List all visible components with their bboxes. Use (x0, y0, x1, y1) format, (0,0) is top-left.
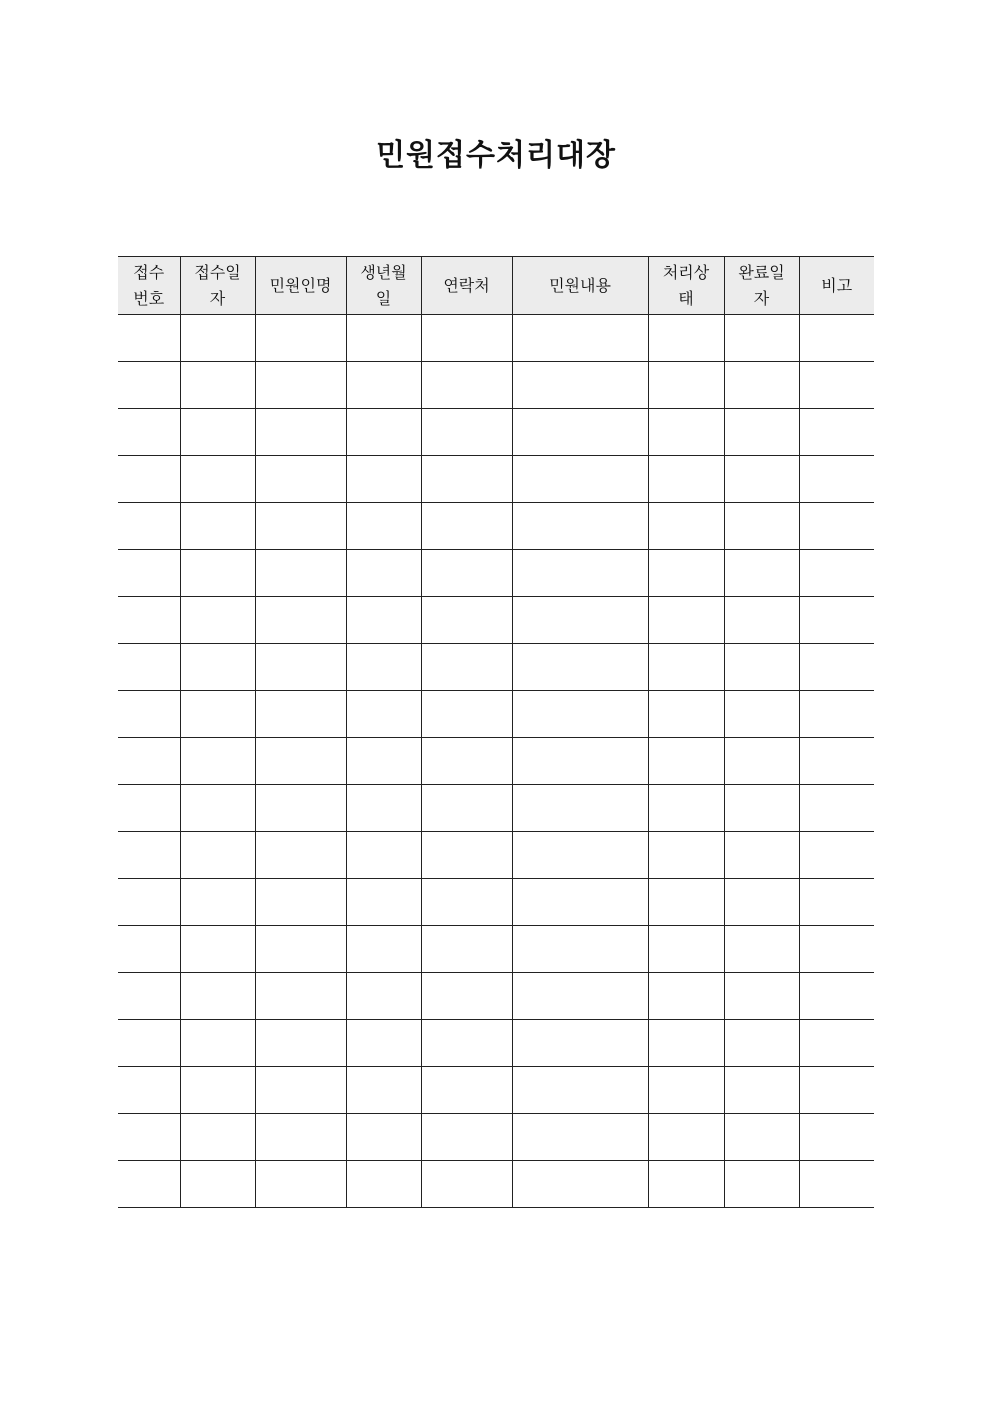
table-cell-content (512, 832, 648, 879)
table-cell-applicant (255, 1067, 346, 1114)
table-cell-applicant (255, 456, 346, 503)
table-cell-contact (421, 691, 512, 738)
table-cell-receipt-date (180, 738, 255, 785)
table-cell-applicant (255, 362, 346, 409)
table-cell-contact (421, 832, 512, 879)
table-cell-content (512, 597, 648, 644)
table-cell-remarks (799, 550, 874, 597)
table-row (118, 409, 874, 456)
table-cell-content (512, 550, 648, 597)
table-cell-birth-date (346, 1114, 421, 1161)
table-cell-contact (421, 503, 512, 550)
table-cell-receipt-date (180, 550, 255, 597)
header-status: 처리상 태 (648, 257, 724, 315)
table-cell-content (512, 362, 648, 409)
table-cell-remarks (799, 456, 874, 503)
table-row (118, 879, 874, 926)
table-cell-applicant (255, 644, 346, 691)
table-cell-status (648, 644, 724, 691)
table-row (118, 691, 874, 738)
table-cell-contact (421, 456, 512, 503)
table-cell-receipt-no (118, 738, 180, 785)
table-cell-applicant (255, 785, 346, 832)
table-cell-contact (421, 879, 512, 926)
table-cell-birth-date (346, 879, 421, 926)
table-cell-complete-date (724, 926, 799, 973)
header-receipt-date: 접수일 자 (180, 257, 255, 315)
table-cell-complete-date (724, 1114, 799, 1161)
table-cell-receipt-no (118, 832, 180, 879)
complaint-ledger-table (118, 256, 874, 1208)
table-cell-status (648, 738, 724, 785)
table-cell-remarks (799, 362, 874, 409)
table-cell-status (648, 409, 724, 456)
table-cell-birth-date (346, 738, 421, 785)
table-cell-receipt-date (180, 879, 255, 926)
table-cell-receipt-no (118, 926, 180, 973)
table-cell-complete-date (724, 1161, 799, 1208)
table-row (118, 832, 874, 879)
table-cell-content (512, 926, 648, 973)
table-row (118, 1114, 874, 1161)
table-cell-status (648, 550, 724, 597)
table-cell-content (512, 644, 648, 691)
table-cell-content (512, 456, 648, 503)
table-cell-birth-date (346, 973, 421, 1020)
table-cell-receipt-date (180, 1114, 255, 1161)
table-cell-receipt-date (180, 597, 255, 644)
table-cell-remarks (799, 1020, 874, 1067)
table-cell-contact (421, 926, 512, 973)
table-cell-receipt-no (118, 503, 180, 550)
table-cell-contact (421, 362, 512, 409)
table-cell-applicant (255, 691, 346, 738)
table-cell-birth-date (346, 691, 421, 738)
table-cell-complete-date (724, 832, 799, 879)
table-cell-content (512, 1067, 648, 1114)
table-cell-applicant (255, 1161, 346, 1208)
table-cell-status (648, 597, 724, 644)
table-row (118, 315, 874, 362)
table-cell-birth-date (346, 832, 421, 879)
table-cell-content (512, 879, 648, 926)
table-row (118, 644, 874, 691)
table-cell-applicant (255, 315, 346, 362)
table-cell-birth-date (346, 1161, 421, 1208)
table-cell-applicant (255, 973, 346, 1020)
table-cell-complete-date (724, 456, 799, 503)
table-cell-content (512, 691, 648, 738)
table-cell-status (648, 456, 724, 503)
table-cell-remarks (799, 832, 874, 879)
table-cell-receipt-date (180, 973, 255, 1020)
table-cell-remarks (799, 879, 874, 926)
table-cell-receipt-no (118, 315, 180, 362)
table-cell-content (512, 1114, 648, 1161)
table-row (118, 1067, 874, 1114)
table-cell-status (648, 785, 724, 832)
table-cell-receipt-date (180, 456, 255, 503)
table-cell-receipt-date (180, 785, 255, 832)
table-cell-receipt-date (180, 644, 255, 691)
table-cell-content (512, 409, 648, 456)
table-cell-status (648, 362, 724, 409)
table-cell-remarks (799, 691, 874, 738)
table-row (118, 785, 874, 832)
table-cell-applicant (255, 1114, 346, 1161)
document-title: 민원접수처리대장 (376, 138, 616, 173)
table-cell-receipt-no (118, 785, 180, 832)
table-cell-receipt-no (118, 409, 180, 456)
table-cell-status (648, 1161, 724, 1208)
table-cell-contact (421, 409, 512, 456)
table-cell-applicant (255, 1020, 346, 1067)
table-cell-contact (421, 1020, 512, 1067)
table-cell-complete-date (724, 1067, 799, 1114)
table-cell-complete-date (724, 362, 799, 409)
table-cell-content (512, 1161, 648, 1208)
table-row (118, 597, 874, 644)
table-cell-complete-date (724, 503, 799, 550)
table-cell-remarks (799, 973, 874, 1020)
table-cell-receipt-date (180, 362, 255, 409)
table-cell-birth-date (346, 926, 421, 973)
table-cell-content (512, 315, 648, 362)
table-cell-status (648, 1067, 724, 1114)
table-cell-contact (421, 973, 512, 1020)
table-cell-applicant (255, 926, 346, 973)
table-cell-status (648, 832, 724, 879)
table-cell-status (648, 315, 724, 362)
table-cell-contact (421, 1161, 512, 1208)
table-cell-status (648, 1114, 724, 1161)
table-cell-applicant (255, 738, 346, 785)
table-cell-birth-date (346, 315, 421, 362)
table-cell-complete-date (724, 550, 799, 597)
table-cell-status (648, 973, 724, 1020)
table-cell-complete-date (724, 315, 799, 362)
table-cell-receipt-no (118, 644, 180, 691)
table-cell-remarks (799, 503, 874, 550)
table-cell-complete-date (724, 597, 799, 644)
table-row (118, 362, 874, 409)
table-cell-remarks (799, 315, 874, 362)
table-cell-birth-date (346, 362, 421, 409)
table-cell-contact (421, 550, 512, 597)
table-cell-applicant (255, 879, 346, 926)
table-cell-contact (421, 1067, 512, 1114)
table-cell-contact (421, 738, 512, 785)
table-cell-birth-date (346, 409, 421, 456)
table-cell-complete-date (724, 409, 799, 456)
table-cell-complete-date (724, 785, 799, 832)
table-cell-birth-date (346, 503, 421, 550)
table-cell-complete-date (724, 738, 799, 785)
table-cell-birth-date (346, 456, 421, 503)
table-cell-receipt-no (118, 973, 180, 1020)
table-cell-birth-date (346, 644, 421, 691)
table-cell-status (648, 691, 724, 738)
table-cell-remarks (799, 644, 874, 691)
table-cell-receipt-no (118, 362, 180, 409)
table-cell-applicant (255, 597, 346, 644)
table-cell-applicant (255, 832, 346, 879)
table-cell-content (512, 738, 648, 785)
table-cell-remarks (799, 785, 874, 832)
table-cell-receipt-date (180, 1020, 255, 1067)
table-cell-content (512, 1020, 648, 1067)
header-complete-date: 완료일 자 (724, 257, 799, 315)
table-cell-contact (421, 315, 512, 362)
table-cell-receipt-no (118, 879, 180, 926)
table-cell-contact (421, 1114, 512, 1161)
table-cell-complete-date (724, 1020, 799, 1067)
header-receipt-no: 접수 번호 (118, 257, 180, 315)
table-cell-birth-date (346, 597, 421, 644)
table-cell-birth-date (346, 1067, 421, 1114)
table-cell-receipt-no (118, 456, 180, 503)
table-cell-receipt-date (180, 315, 255, 362)
header-applicant: 민원인명 (255, 257, 346, 315)
table-cell-content (512, 785, 648, 832)
table-cell-receipt-date (180, 832, 255, 879)
ledger-body (118, 315, 874, 1208)
table-row (118, 926, 874, 973)
header-row (118, 257, 874, 315)
table-cell-remarks (799, 926, 874, 973)
table-cell-receipt-date (180, 691, 255, 738)
table-cell-birth-date (346, 785, 421, 832)
table-cell-remarks (799, 1161, 874, 1208)
table-cell-birth-date (346, 550, 421, 597)
table-row (118, 1020, 874, 1067)
table-row (118, 973, 874, 1020)
table-cell-applicant (255, 409, 346, 456)
table-cell-receipt-no (118, 1067, 180, 1114)
table-cell-receipt-date (180, 1067, 255, 1114)
table-cell-complete-date (724, 644, 799, 691)
table-cell-receipt-no (118, 1114, 180, 1161)
table-cell-complete-date (724, 879, 799, 926)
header-contact: 연락처 (421, 257, 512, 315)
table-cell-receipt-no (118, 597, 180, 644)
table-cell-receipt-no (118, 1161, 180, 1208)
table-row (118, 456, 874, 503)
table-cell-receipt-date (180, 926, 255, 973)
table-row (118, 1161, 874, 1208)
table-cell-remarks (799, 1114, 874, 1161)
table-row (118, 550, 874, 597)
header-remarks: 비고 (799, 257, 874, 315)
table-cell-receipt-no (118, 1020, 180, 1067)
table-cell-receipt-no (118, 691, 180, 738)
table-cell-content (512, 973, 648, 1020)
table-row (118, 503, 874, 550)
table-cell-status (648, 1020, 724, 1067)
table-cell-status (648, 503, 724, 550)
table-cell-contact (421, 644, 512, 691)
header-birth-date: 생년월 일 (346, 257, 421, 315)
table-cell-birth-date (346, 1020, 421, 1067)
table-cell-receipt-date (180, 409, 255, 456)
header-content: 민원내용 (512, 257, 648, 315)
table-cell-applicant (255, 503, 346, 550)
table-cell-remarks (799, 409, 874, 456)
table-cell-remarks (799, 738, 874, 785)
table-cell-status (648, 926, 724, 973)
table-row (118, 738, 874, 785)
table-cell-receipt-no (118, 550, 180, 597)
table-cell-contact (421, 785, 512, 832)
table-cell-receipt-date (180, 503, 255, 550)
table-cell-remarks (799, 597, 874, 644)
table-cell-applicant (255, 550, 346, 597)
table-cell-status (648, 879, 724, 926)
table-cell-complete-date (724, 973, 799, 1020)
table-cell-receipt-date (180, 1161, 255, 1208)
table-cell-remarks (799, 1067, 874, 1114)
table-cell-content (512, 503, 648, 550)
table-cell-complete-date (724, 691, 799, 738)
table-cell-contact (421, 597, 512, 644)
